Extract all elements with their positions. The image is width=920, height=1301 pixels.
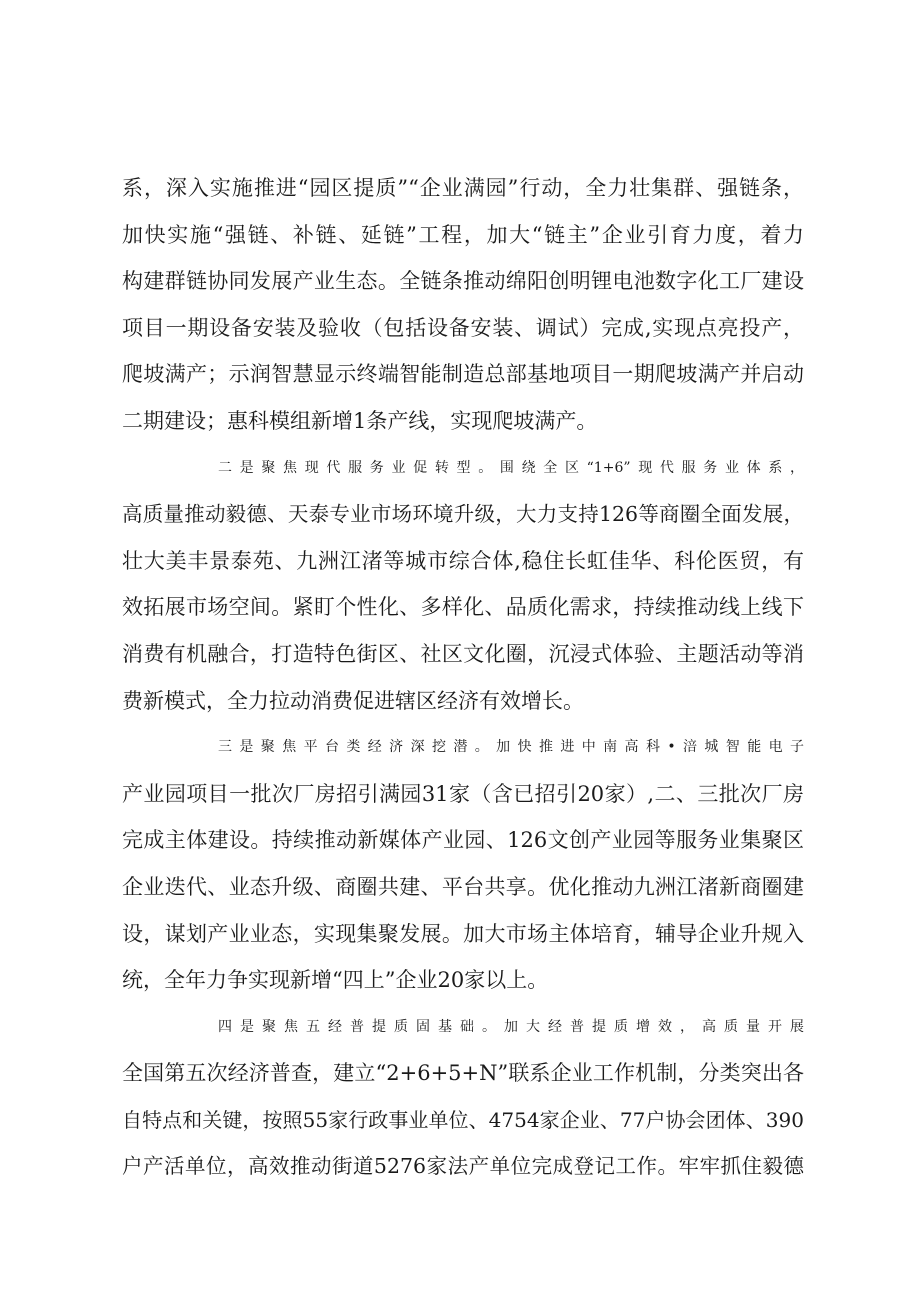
text-line: 加快实施“强链、补链、延链”工程，加大“链主”企业引育力度，着力 [122, 222, 804, 247]
text-line: 户产活单位，高效推动街道5276家法产单位完成登记工作。牢牢抓住毅德 [122, 1154, 804, 1179]
text-line: 系，深入实施推进“园区提质”“企业满园”行动，全力壮集群、强链条， [122, 176, 804, 200]
text-line: 爬坡满产；示润智慧显示终端智能制造总部基地项目一期爬坡满产并启动 [122, 362, 804, 387]
text-line: 效拓展市场空间。紧盯个性化、多样化、品质化需求，持续推动线上线下 [122, 595, 804, 620]
text-line: 高质量推动毅德、天泰专业市场环境升级，大力支持126等商圈全面发展， [122, 502, 804, 527]
text-line: 构建群链协同发展产业生态。全链条推动绵阳创明锂电池数字化工厂建设 [122, 269, 804, 294]
text-line: 项目一期设备安装及验收（包括设备安装、调试）完成,实现点亮投产， [122, 315, 804, 340]
text-line: 企业迭代、业态升级、商圈共建、平台共享。优化推动九洲江渚新商圈建 [122, 874, 804, 899]
text-line: 二是聚焦现代服务业促转型。围绕全区“1+6”现代服务业体系， [218, 459, 804, 476]
text-line: 消费有机融合，打造特色街区、社区文化圈，沉浸式体验、主题活动等消 [122, 641, 804, 666]
text-line: 费新模式，全力拉动消费促进辖区经济有效增长。 [122, 688, 584, 713]
text-line: 自特点和关键，按照55家行政事业单位、4754家企业、77户协会团体、390 [122, 1107, 804, 1132]
text-line: 设，谋划产业业态，实现集聚发展。加大市场主体培育，辅导企业升规入 [122, 921, 804, 946]
text-line: 完成主体建设。持续推动新媒体产业园、126文创产业园等服务业集聚区 [122, 828, 804, 853]
text-line: 产业园项目一批次厂房招引满园31家（含已招引20家）,二、三批次厂房 [122, 781, 804, 806]
text-line: 统，全年力争实现新增“四上”企业20家以上。 [122, 968, 549, 993]
body-text [122, 165, 804, 1190]
text-line: 三是聚焦平台类经济深挖潜。加快推进中南高科•涪城智能电子 [218, 739, 804, 756]
text-line: 四是聚焦五经普提质固基础。加大经普提质增效，高质量开展 [218, 1018, 804, 1035]
text-line: 全国第五次经济普查，建立“2+6+5+N”联系企业工作机制，分类突出各 [122, 1061, 804, 1086]
text-line: 二期建设；惠科模组新增1条产线，实现爬坡满产。 [122, 408, 598, 433]
text-line: 壮大美丰景泰苑、九洲江渚等城市综合体,稳住长虹佳华、科伦医贸，有 [122, 548, 804, 573]
